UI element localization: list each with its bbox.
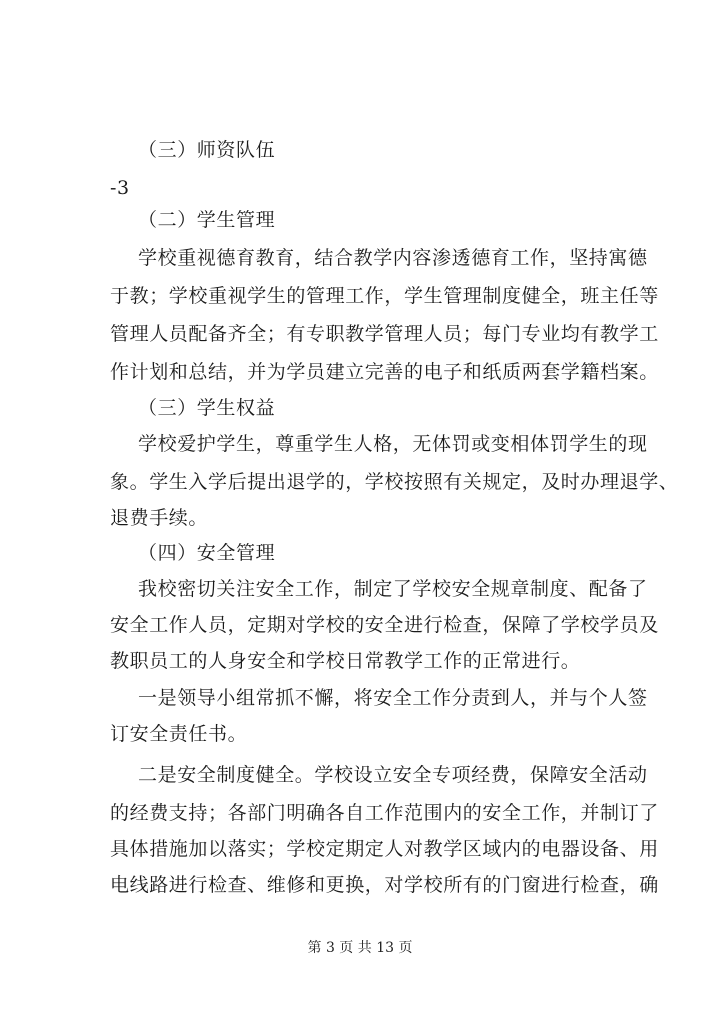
paragraph-line: 二是安全制度健全。学校设立安全专项经费，保障安全活动 bbox=[138, 764, 648, 786]
page-number-fragment: -3 bbox=[110, 177, 130, 199]
paragraph-line: 教职员工的人身安全和学校日常教学工作的正常进行。 bbox=[110, 650, 581, 672]
paragraph-line: 退费手续。 bbox=[110, 507, 209, 529]
page-footer: 第 3 页 共 13 页 bbox=[307, 940, 413, 956]
section-heading: （四）安全管理 bbox=[138, 542, 276, 564]
paragraph-line: 的经费支持；各部门明确各自工作范围内的安全工作，并制订了 bbox=[110, 802, 659, 824]
paragraph-line: 订安全责任书。 bbox=[110, 723, 248, 745]
paragraph-line: 我校密切关注安全工作，制定了学校安全规章制度、配备了 bbox=[138, 578, 648, 600]
section-heading: （三）师资队伍 bbox=[138, 139, 276, 161]
paragraph-line: 作计划和总结，并为学员建立完善的电子和纸质两套学籍档案。 bbox=[110, 361, 659, 383]
paragraph-line: 管理人员配备齐全；有专职教学管理人员；每门专业均有教学工 bbox=[110, 323, 659, 345]
paragraph-line: 象。学生入学后提出退学的，学校按照有关规定，及时办理退学、 bbox=[110, 471, 679, 493]
paragraph-line: 学校重视德育教育，结合教学内容渗透德育工作，坚持寓德 bbox=[138, 247, 648, 269]
paragraph-line: 电线路进行检查、维修和更换，对学校所有的门窗进行检查，确 bbox=[110, 874, 659, 896]
section-heading: （三）学生权益 bbox=[138, 397, 276, 419]
paragraph-line: 于教；学校重视学生的管理工作，学生管理制度健全，班主任等 bbox=[110, 285, 659, 307]
paragraph-line: 安全工作人员，定期对学校的安全进行检查，保障了学校学员及 bbox=[110, 614, 659, 636]
section-heading: （二）学生管理 bbox=[138, 209, 276, 231]
paragraph-line: 一是领导小组常抓不懈，将安全工作分责到人，并与个人签 bbox=[138, 687, 648, 709]
paragraph-line: 具体措施加以落实；学校定期定人对教学区域内的电器设备、用 bbox=[110, 838, 659, 860]
paragraph-line: 学校爱护学生，尊重学生人格，无体罚或变相体罚学生的现 bbox=[138, 433, 648, 455]
